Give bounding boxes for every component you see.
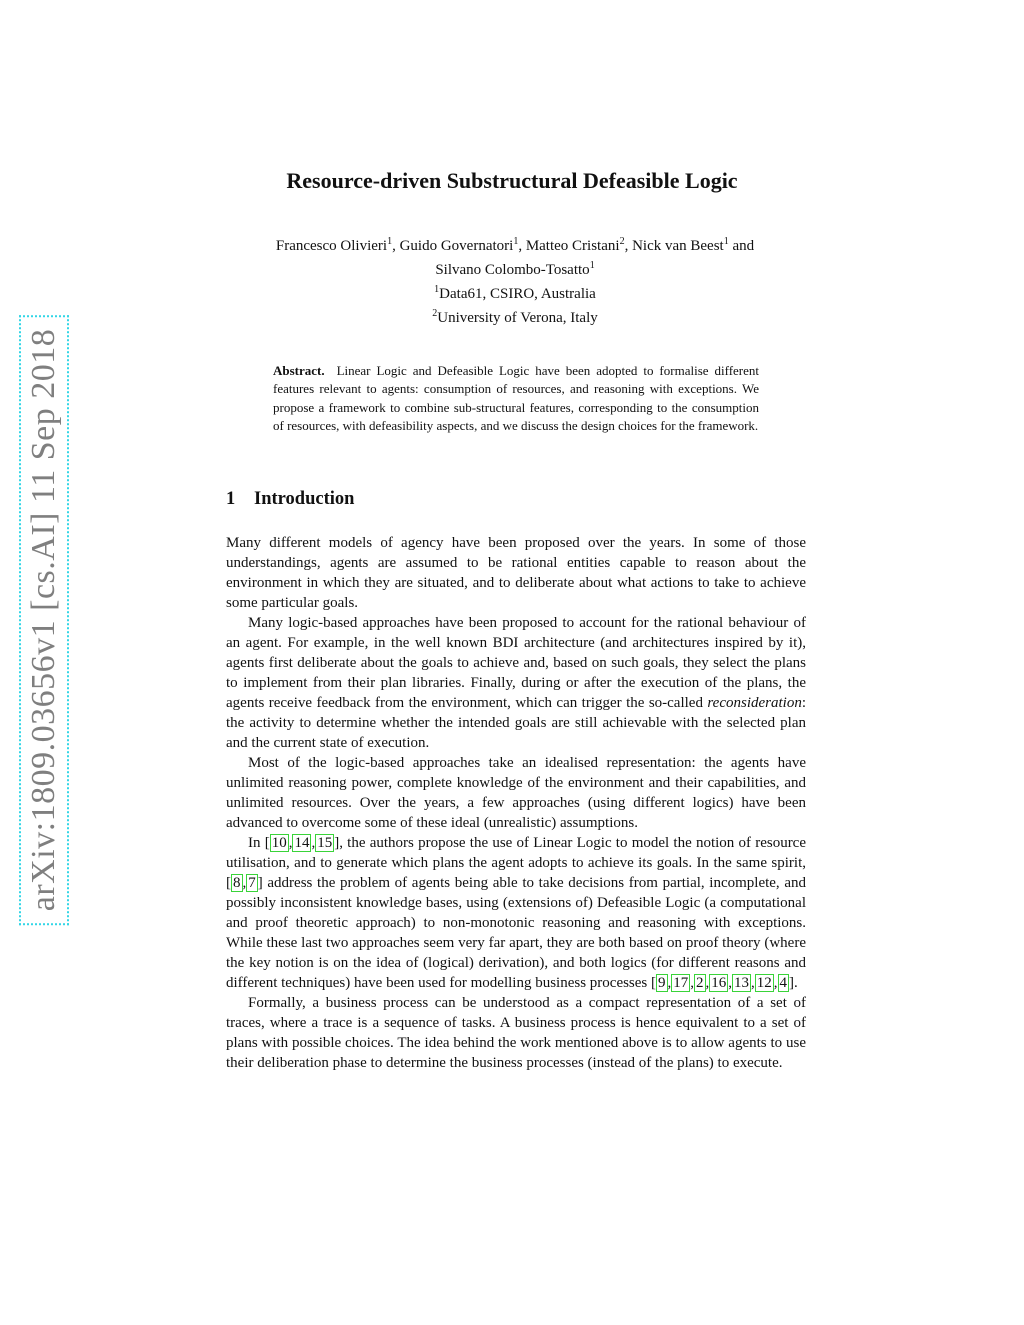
paragraph-3: Most of the logic-based approaches take an idealised representation: the agents have unlimited reasoning power, complete knowledge of the environment and their capabilities, and unlimited resources. Over the years, a few approaches (using different logics) have been advanced to overcome some of these ideal (unrealistic) assumptions. — [226, 755, 806, 831]
citation-link[interactable]: 15 — [317, 835, 333, 851]
citation-link[interactable]: 7 — [248, 875, 256, 891]
citation-link[interactable]: 14 — [294, 835, 310, 851]
author-name: Nick van Beest — [632, 238, 724, 254]
paragraph-1: Many different models of agency have been proposed over the years. In some of those understandings, agents are assumed to be rational entities capable to reason about the environment in which they are situated, and to deliberate about what actions to take to achieve some particular goals. — [226, 535, 806, 611]
citation-link[interactable]: 17 — [673, 975, 689, 991]
author-name: Francesco Olivieri — [275, 238, 388, 254]
author-line-1: Francesco Olivieri$^1$, Guido Governatori$^1$, Matteo Cristani$^2$, Nick van Beest$^1$ and — [275, 236, 755, 254]
section-heading — [226, 489, 354, 510]
author-name: Guido Governatori — [399, 238, 514, 254]
affiliation-1 — [200, 280, 830, 304]
affiliation-mark: 1 — [434, 284, 440, 295]
citation-link[interactable]: 4 — [779, 975, 788, 991]
paragraph-text: Many logic-based approaches have been proposed to account for the rational behaviour of an agent. For example, in the well known BDI architecture (and architectures inspired by it), agents first deliberate about the goals to achieve and, based on such goals, they select the plans to implement from their plan libraries. Finally, during or after the execution of the plans, the agents receive feedback from the environment, which can trigger the so-called — [226, 615, 806, 711]
author-affiliation-mark: 1 — [513, 236, 519, 247]
author-block — [200, 232, 830, 328]
paragraph-text: In [ — [248, 835, 270, 851]
affiliation-text: University of Verona, Italy — [437, 310, 598, 326]
paper-title: Resource-driven Substructural Defeasible Logic — [286, 168, 738, 193]
abstract-text: Linear Logic and Defeasible Logic have been adopted to formalise different features relevant to agents: consumption of resources, and reasoning with exceptions. We propose a framework to combine sub-structural features, corresponding to the consumption of resources, with defeasibility aspects, and we discuss the design choices for the framework. — [273, 363, 760, 433]
author-affiliation-mark: 1 — [723, 236, 729, 247]
author-name: Matteo Cristani — [525, 238, 620, 254]
affiliation-text: Data61, CSIRO, Australia — [439, 286, 596, 302]
affiliation-2 — [200, 304, 830, 328]
author-affiliation-mark: 1 — [387, 236, 393, 247]
paragraph-text: ], the authors propose the use of Linear Logic to model the notion of resource utilisation, and to generate which plans the agent adopts to achieve its goals. In the same spirit, [ — [226, 835, 807, 891]
abstract-label: Abstract. — [273, 363, 325, 378]
citation-link[interactable]: 12 — [756, 975, 772, 991]
author-name: Silvano Colombo-Tosatto — [435, 262, 590, 278]
paragraph-4: In [ 10 , 14 , 15 ], the authors propose the use of Linear Logic to model the notion of resource utilisation, and to generate which plans the agent adopts to achieve its goals. In the same spirit, [ 8 , 7 ] address the problem of agents being able to take decisions from partial, incomplete, and possibly inconsistent knowledge bases, using (extensions of) Defeasible Logic (a computational and proof theoretic approach) to non-monotonic reasoning and reasoning with exceptions. While these last two approaches seem very far apart, they are both based on proof theory (where the key notion is on the idea of (logical) derivation), and both logics (for different reasons and different techniques) have been used for modelling business processes [ 9 , 17 , 2 , 16 , 13 , 12 , 4 ]. — [226, 835, 807, 991]
paragraph-text: : the activity to determine whether the intended goals are still achievable with the selected plan and the current state of execution. — [226, 695, 806, 751]
citation-link[interactable]: 9 — [658, 975, 666, 991]
paragraph-text: ]. — [789, 975, 798, 991]
paragraph-5: Formally, a business process can be understood as a compact representation of a set of traces, where a trace is a sequence of tasks. A business process is hence equivalent to a set of plans with possible choices. The idea behind the work mentioned above is to allow agents to use their deliberation phase to determine the business processes (instead of the plans) to execute. — [226, 995, 806, 1071]
section-title: Introduction — [254, 489, 355, 509]
emphasis-reconsideration: reconsideration — [707, 695, 802, 711]
author-conjunction: and — [732, 238, 755, 254]
abstract — [273, 362, 759, 435]
citation-link[interactable]: 2 — [696, 975, 704, 991]
paragraph-text: ] address the problem of agents being able to take decisions from partial, incomplete, and possibly inconsistent knowledge bases, using (extensions of) Defeasible Logic (a computational and proof theoretic approach) to non-monotonic reasoning and reasoning with exceptions. While these last two approaches seem very far apart, they are both based on proof theory (where the key notion is on the idea of (logical) derivation), and both logics (for different reasons and different techniques) have been used for modelling business processes [ — [226, 875, 806, 991]
arxiv-identifier-stamp[interactable]: arXiv:1809.03656v1 [cs.AI] 11 Sep 2018 — [19, 315, 69, 925]
paragraph-2 — [226, 613, 806, 753]
author-line-2 — [200, 256, 830, 280]
citation-link[interactable]: 8 — [233, 875, 241, 891]
affiliation-mark: 2 — [432, 308, 438, 319]
section-number: 1 — [226, 489, 236, 509]
author-affiliation-mark: 1 — [589, 260, 595, 271]
citation-link[interactable]: 10 — [271, 835, 287, 851]
citation-link[interactable]: 16 — [711, 975, 727, 991]
author-affiliation-mark: 2 — [619, 236, 625, 247]
citation-link[interactable]: 13 — [734, 975, 750, 991]
section-body — [226, 533, 806, 1073]
